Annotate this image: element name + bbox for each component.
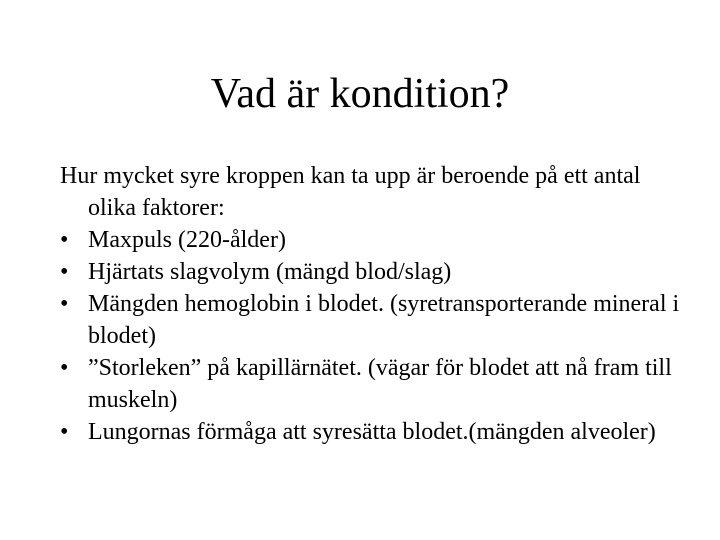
bullet-text: ”Storleken” på kapillärnätet. (vägar för blodet att nå fram till muskeln) xyxy=(88,355,672,413)
bullet-item-slagvolym xyxy=(60,256,680,288)
intro-text: Hur mycket syre kroppen kan ta upp är beroende på ett antal olika faktorer: xyxy=(60,163,641,221)
bullet-icon: • xyxy=(60,291,69,317)
bullet-item-kapillarnatet xyxy=(60,352,680,416)
bullet-item-maxpuls xyxy=(60,224,680,256)
slide-title: Vad är kondition? xyxy=(210,71,510,117)
bullet-text: Mängden hemoglobin i blodet. (syretransporterande mineral i blodet) xyxy=(88,291,680,349)
bullet-text: Maxpuls (220-ålder) xyxy=(88,227,286,253)
bullet-text: Lungornas förmåga att syresätta blodet.(mängden alveoler) xyxy=(88,419,656,445)
bullet-icon: • xyxy=(60,419,69,445)
bullet-icon: • xyxy=(60,355,69,381)
bullet-icon: • xyxy=(60,259,69,285)
bullet-item-lungornas-formaga xyxy=(60,416,680,448)
bullet-item-hemoglobin xyxy=(60,288,680,352)
bullet-text: Hjärtats slagvolym (mängd blod/slag) xyxy=(88,259,452,285)
slide-content xyxy=(60,160,680,448)
bullet-icon: • xyxy=(60,227,69,253)
bullet-list xyxy=(60,224,680,448)
